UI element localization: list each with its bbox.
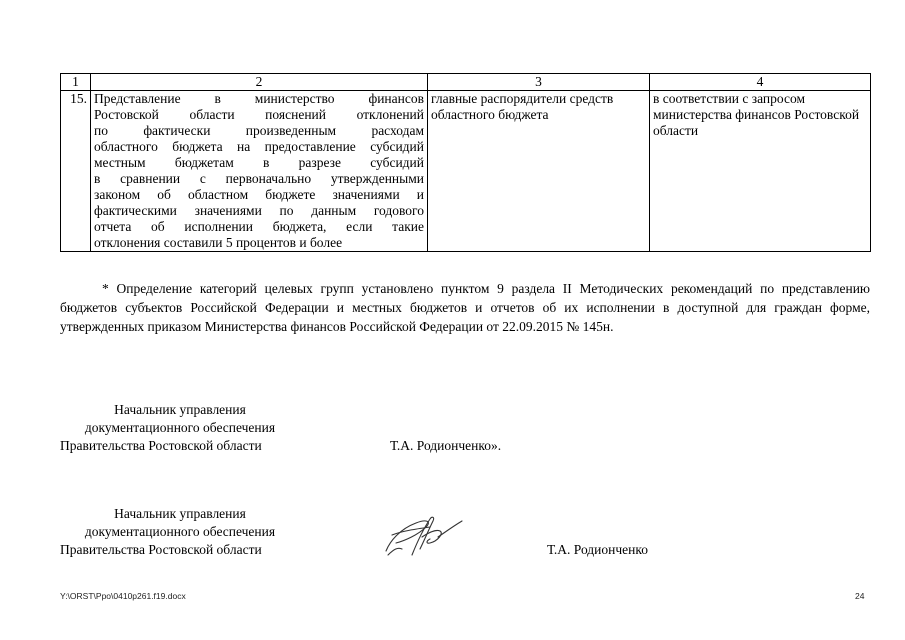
column-header-3: 3 [428, 74, 650, 91]
signature-position-line2: документационного обеспечения [84, 420, 276, 435]
signature-position-line3: Правительства Ростовской области [60, 438, 262, 453]
signature-position-line1: Начальник управления [114, 402, 246, 417]
table-header-row [61, 74, 871, 91]
signatory-name-2: Т.А. Родионченко [547, 542, 648, 557]
row-deadline: в соответствии с запросом министерства финансов Ростовской области [650, 91, 871, 252]
description-line: отклонения составили 5 процентов и более [94, 235, 343, 250]
signatory-name-1: Т.А. Родионченко». [390, 438, 502, 453]
page-number: 24 [855, 591, 865, 601]
column-header-2: 2 [91, 74, 428, 91]
column-header-4: 4 [650, 74, 871, 91]
signature-block-1 [60, 401, 300, 455]
column-header-1: 1 [61, 74, 91, 91]
description-line: отчета об исполнении бюджета, если такие [94, 219, 424, 234]
description-line: в сравнении с первоначально утвержденными [94, 171, 424, 186]
table-row [61, 91, 871, 252]
description-line: фактическими значениями по данным годового [94, 203, 424, 218]
description-line: законом об областном бюджете значениями и [94, 187, 424, 202]
footer-file-path: Y:\ORST\Ppo\0410p261.f19.docx [60, 591, 186, 601]
signature-block-2 [60, 505, 300, 559]
signature-position-line1: Начальник управления [114, 506, 246, 521]
row-description [91, 91, 428, 252]
row-number: 15. [61, 91, 91, 252]
row-responsible: главные распорядители средств областного бюджета [428, 91, 650, 252]
description-line: по фактически произведенным расходам [94, 123, 424, 138]
document-table [60, 73, 871, 252]
description-line: Ростовской области пояснений отклонений [94, 107, 424, 122]
footnote: * Определение категорий целевых групп установлено пунктом 9 раздела II Методических рекомендаций по представлению бюджетов субъектов Российской Федерации и местных бюджетов и отчетов об их исполнении в доступной для граждан форме, утвержденных приказом Министерства финансов Российской Федерации от 22.09.2015 № 145н. [60, 281, 870, 334]
handwritten-signature [382, 511, 466, 561]
signature-position-line3: Правительства Ростовской области [60, 542, 262, 557]
signature-position-line2: документационного обеспечения [84, 524, 276, 539]
description-line: местным бюджетам в разрезе субсидий [94, 155, 424, 170]
description-line: Представление в министерство финансов [94, 91, 424, 106]
description-line: областного бюджета на предоставление субсидий [94, 139, 424, 154]
